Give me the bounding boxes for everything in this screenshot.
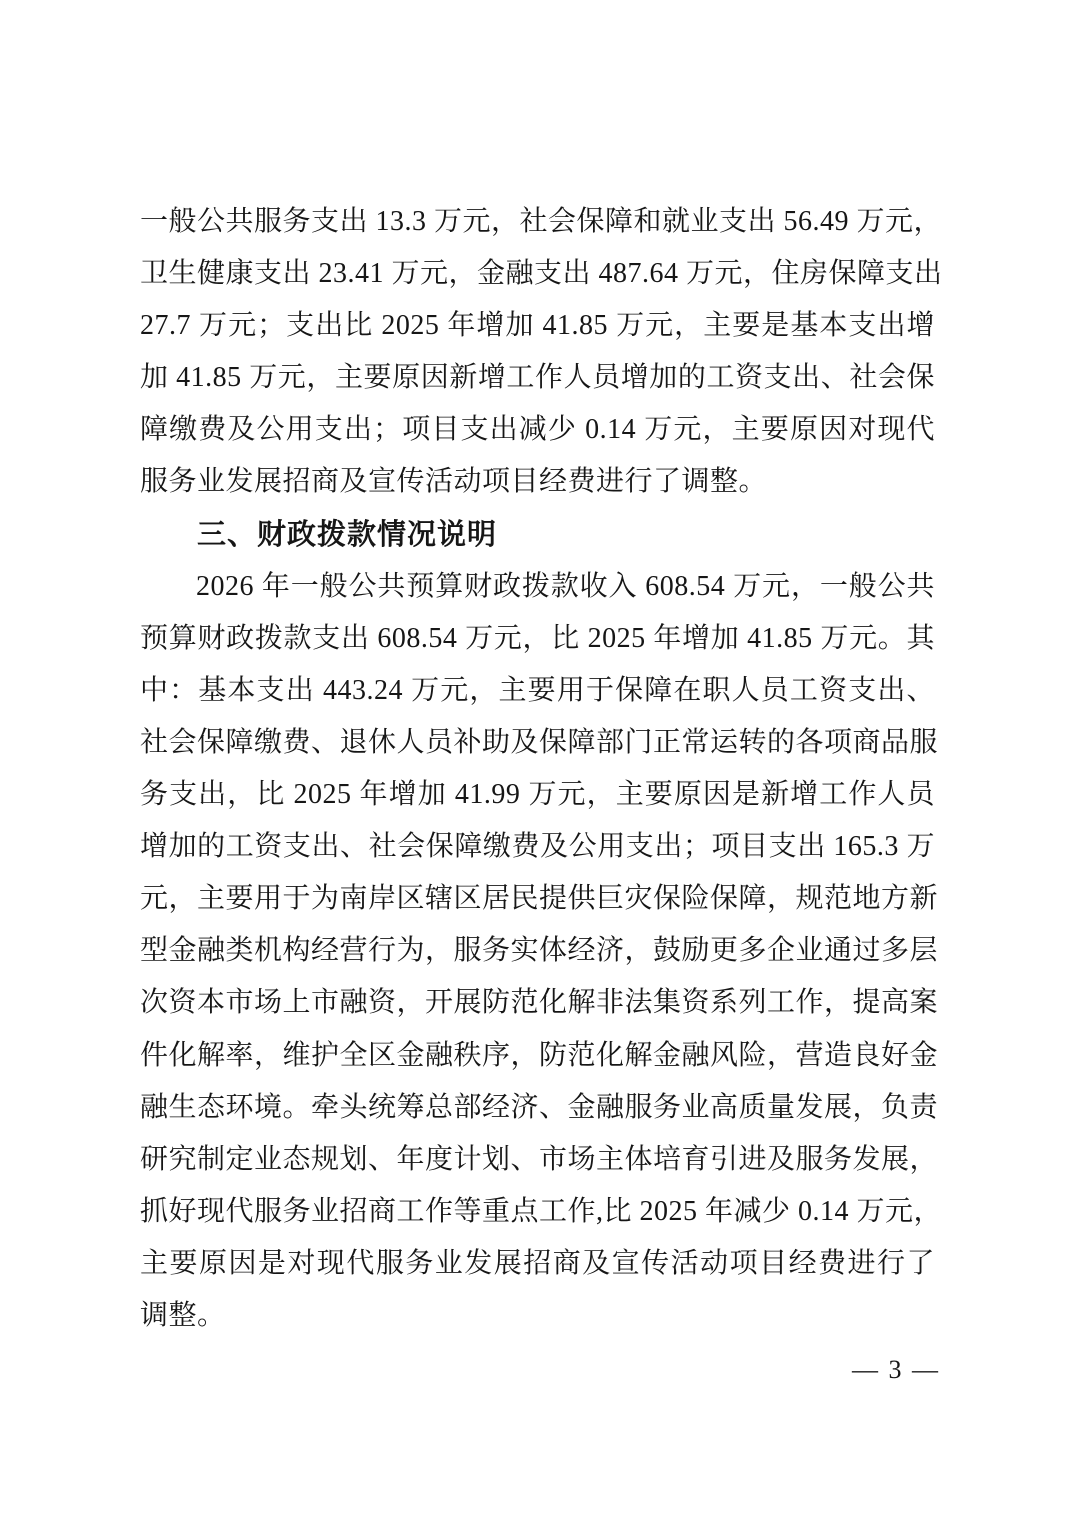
paragraph-expenditure-continued (140, 196, 943, 509)
text-line: 抓好现代服务业招商工作等重点工作,比 2025 年减少 0.14 万元， (140, 1195, 943, 1227)
text-line: 研究制定业态规划、年度计划、市场主体培育引进及服务发展， (140, 1143, 939, 1175)
text-line: 主要原因是对现代服务业发展招商及宣传活动项目经费进行了 (140, 1247, 935, 1279)
document-body (140, 196, 943, 1342)
text-line: 中：基本支出 443.24 万元，主要用于保障在职人员工资支出、 (140, 674, 935, 706)
text-line: 加 41.85 万元，主要原因新增工作人员增加的工资支出、社会保 (140, 362, 935, 394)
text-line: 卫生健康支出 23.41 万元，金融支出 487.64 万元，住房保障支出 (140, 258, 943, 290)
text-line: 预算财政拨款支出 608.54 万元，比 2025 年增加 41.85 万元。其 (140, 622, 935, 654)
text-line: 27.7 万元；支出比 2025 年增加 41.85 万元，主要是基本支出增 (140, 310, 935, 342)
text-line: 调整。 (140, 1299, 226, 1331)
page-number: — 3 — (852, 1355, 940, 1384)
text-line: 服务业发展招商及宣传活动项目经费进行了调整。 (140, 466, 768, 498)
text-line: 务支出，比 2025 年增加 41.99 万元，主要原因是新增工作人员 (140, 779, 935, 811)
text-line: 2026 年一般公共预算财政拨款收入 608.54 万元，一般公共 (196, 570, 935, 602)
text-line: 社会保障缴费、退休人员补助及保障部门正常运转的各项商品服 (140, 726, 939, 758)
text-line: 次资本市场上市融资，开展防范化解非法集资系列工作，提高案 (140, 987, 939, 1019)
section-heading-fiscal-appropriation: 三、财政拨款情况说明 (197, 518, 498, 551)
text-line: 障缴费及公用支出；项目支出减少 0.14 万元，主要原因对现代 (140, 414, 935, 446)
text-line: 型金融类机构经营行为，服务实体经济，鼓励更多企业通过多层 (140, 935, 939, 967)
text-line: 元，主要用于为南岸区辖区居民提供巨灾保险保障，规范地方新 (140, 883, 939, 915)
text-line: 融生态环境。牵头统筹总部经济、金融服务业高质量发展，负责 (140, 1091, 939, 1123)
text-line: 增加的工资支出、社会保障缴费及公用支出；项目支出 165.3 万 (140, 831, 935, 863)
paragraph-fiscal-appropriation (140, 561, 943, 1342)
text-line: 件化解率，维护全区金融秩序，防范化解金融风险，营造良好金 (140, 1039, 939, 1071)
text-line: 一般公共服务支出 13.3 万元，社会保障和就业支出 56.49 万元， (140, 206, 943, 237)
